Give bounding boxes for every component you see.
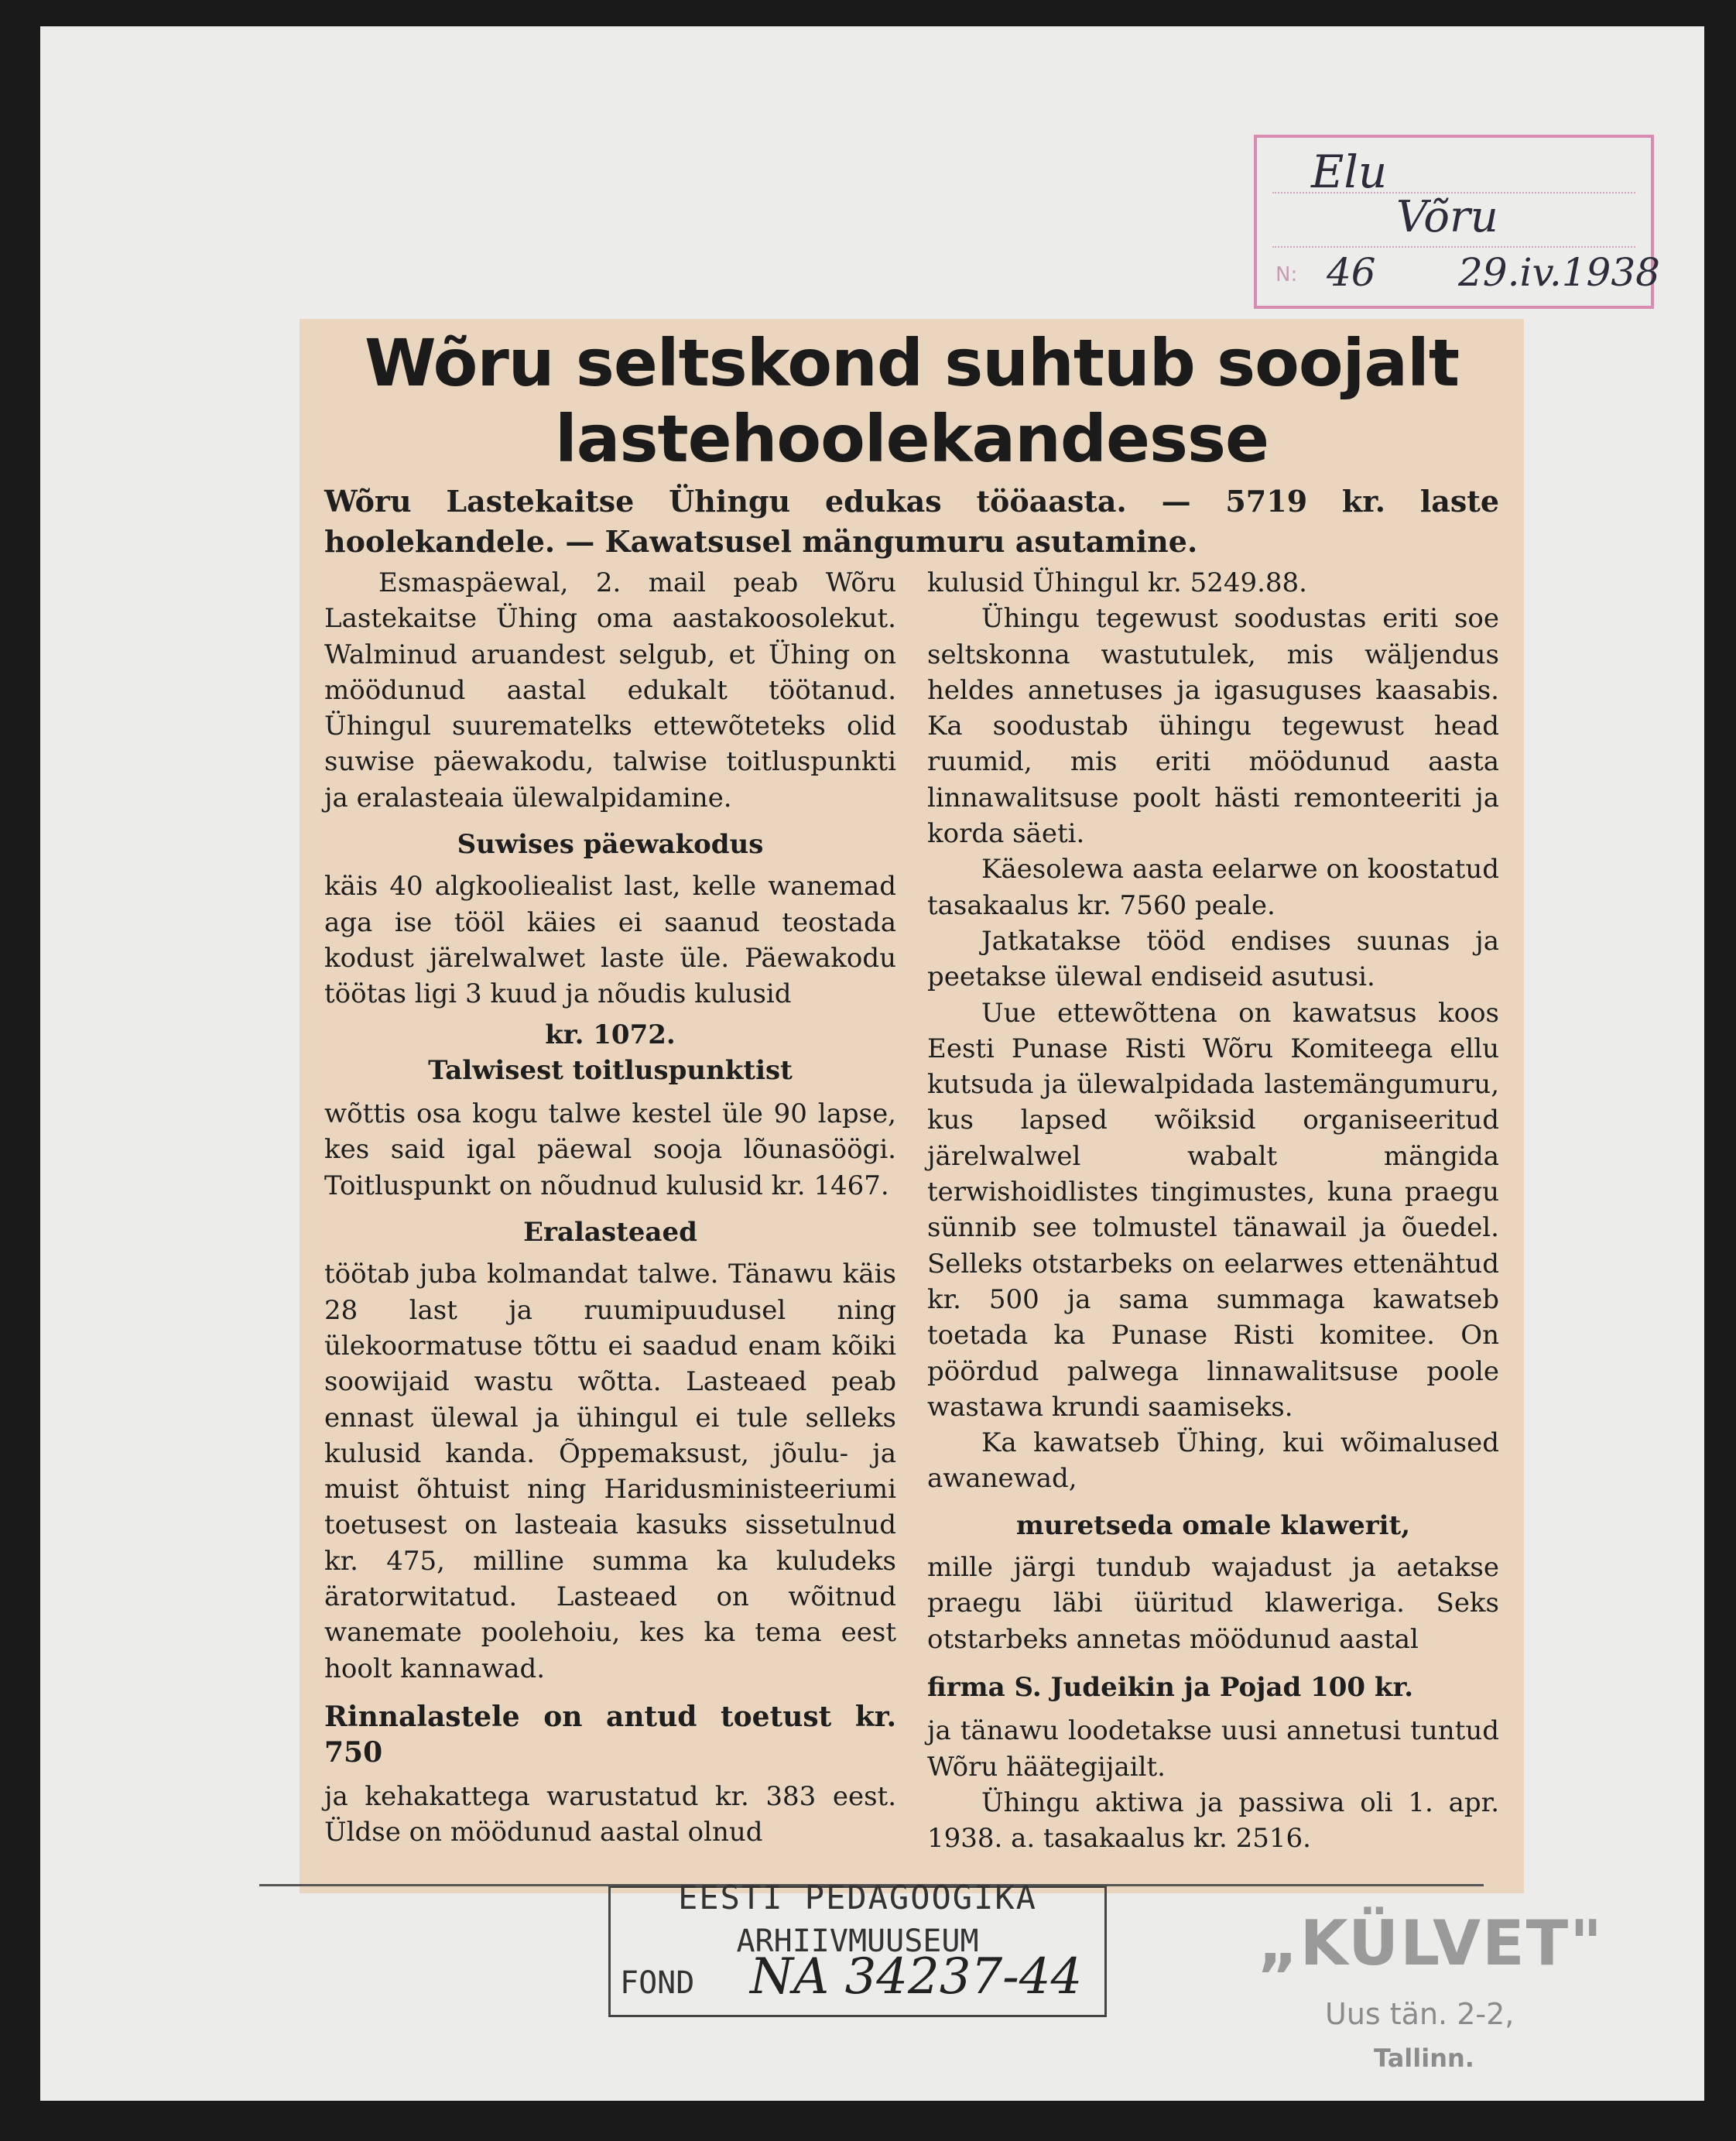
archive-stamp-line2: ARHIIVMUUSEUM (736, 1923, 979, 1959)
archive-stamp-line1: EESTI PEDAGOOGIKA (678, 1879, 1037, 1917)
section-heading: Eralasteaed (523, 1217, 697, 1249)
kulvet-stamp-name: „KÜLVET" (1258, 1907, 1604, 1979)
kulvet-stamp-city: Tallinn. (1374, 2043, 1474, 2073)
article-columns (324, 565, 1499, 1856)
paragraph: ja tänawu loodetakse uusi annetusi tuntud Wõru häätegijailt. (927, 1715, 1499, 1783)
paragraph: ja kehakattega warustatud kr. 383 eest. Üldse on möödunud aastal olnud (324, 1780, 896, 1848)
paragraph: käis 40 algkooliealist last, kelle wanemad aga ise tööl käies ei saanud teostada kodust järelwalwet laste üle. Päewakodu töötas ligi 3 kuud ja nõudis kulusid (324, 871, 896, 1010)
stamp-number-label: N: (1275, 263, 1298, 286)
kulvet-stamp-address: Uus tän. 2-2, (1325, 1997, 1515, 2031)
archive-stamp (608, 1879, 1107, 2017)
article-headline: Wõru seltskond suhtub soojalt lastehoolekandesse (364, 325, 1459, 477)
archive-fond-code: NA 34237-44 (750, 1948, 1083, 2006)
archive-fond-label: FOND (620, 1965, 695, 2001)
paragraph: Ühingu aktiwa ja passiwa oli 1. apr. 1938. a. tasakaalus kr. 2516. (927, 1786, 1499, 1855)
paragraph: Ka kawatseb Ühing, kui wõimalused awanewad, (927, 1427, 1499, 1495)
article-column-2 (927, 565, 1499, 1856)
paragraph: mille järgi tundub wajadust ja aetakse praegu läbi üüritud klaweriga. Seks otstarbeks annetas möödunud aastal (927, 1552, 1499, 1655)
handwriting-issue-number: 46 (1327, 250, 1376, 295)
registration-stamp (1254, 135, 1660, 309)
amount-line: kr. 1072. (545, 1019, 676, 1050)
article-subheadline: Wõru Lastekaitse Ühingu edukas tööaasta. — 5719 kr. laste hoolekandele. — Kawatsusel mängumuru asutamine. (324, 484, 1499, 559)
article-column-1 (324, 565, 896, 1856)
handwriting-newspaper: Elu (1311, 146, 1388, 198)
paragraph: wõttis osa kogu talwe kestel üle 90 lapse, kes said igal päewal sooja lõunasöögi. Toitluspunkt on nõudnud kulusid kr. 1467. (324, 1098, 896, 1201)
newspaper-clipping (300, 319, 1524, 1893)
section-heading: Rinnalastele on antud toetust kr. 750 (324, 1700, 896, 1769)
paragraph: Jatkatakse tööd endises suunas ja peetakse ülewal endiseid asutusi. (927, 925, 1499, 993)
mount-sheet (40, 26, 1704, 2101)
section-heading: firma S. Judeikin ja Pojad 100 kr. (927, 1671, 1414, 1703)
section-heading: Suwises päewakodus (457, 829, 764, 861)
handwriting-place: Võru (1396, 192, 1498, 242)
stamp-rule (1272, 246, 1635, 248)
paragraph: Esmaspäewal, 2. mail peab Wõru Lastekaitse Ühing oma aastakoosolekut. Walminud aruandest selgub, et Ühing on möödunud aastal edukalt töötanud. Ühingul suurematelks ettewõteteks olid suwise päewakodu, talwise toitluspunkti ja eralasteaia ülewalpidamine. (324, 567, 896, 814)
section-heading: Talwisest toitluspunktist (428, 1054, 793, 1086)
paragraph: töötab juba kolmandat talwe. Tänawu käis 28 last ja ruumipuudusel ning ülekoormatuse tõttu ei saadud enam kõiki soowijaid wastu wõtta. Lasteaed peab ennast ülewal ja ühingul ei tule selleks kulusid kanda. Õppemaksust, jõulu- ja muist õhtuist ning Haridusministeeriumi toetusest on lasteaia kasuks sissetulnud kr. 475, milline summa ka kuludeks äratorwitatud. Lasteaed on wõitnud wanemate poolehoiu, kes ka tema eest hoolt kannawad. (324, 1259, 896, 1684)
paragraph: kulusid Ühingul kr. 5249.88. (927, 567, 1307, 598)
paragraph: Uue ettewõttena on kawatsus koos Eesti Punase Risti Wõru Komiteega ellu kutsuda ja ülewalpidada lastemängumuru, kus lapsed wõiksid organiseeritud järelwalwel wabalt mängida terwishoidlistes tingimustes, kuna praegu sünnib see tolmustel tänawail ja õuedel. Selleks otstarbeks on eelarwes ettenähtud kr. 500 ja sama summaga kawatseb toetada ka Punase Risti komitee. On pöördud palwega linnawalitsuse poole wastawa krundi saamiseks. (927, 997, 1499, 1423)
paragraph: Ühingu tegewust soodustas eriti soe seltskonna wastutulek, mis wäljendus heldes annetuses ja igasuguses kaasabis. Ka soodustab ühingu tegewust head ruumid, mis eriti möödunud aasta linnawalitsuse poolt hästi remonteeriti ja korda säeti. (927, 603, 1499, 850)
section-heading: muretseda omale klawerit, (1015, 1509, 1411, 1541)
handwriting-date: 29.iv.1938 (1458, 250, 1660, 295)
paragraph: Käesolewa aasta eelarwe on koostatud tasakaalus kr. 7560 peale. (927, 854, 1499, 921)
